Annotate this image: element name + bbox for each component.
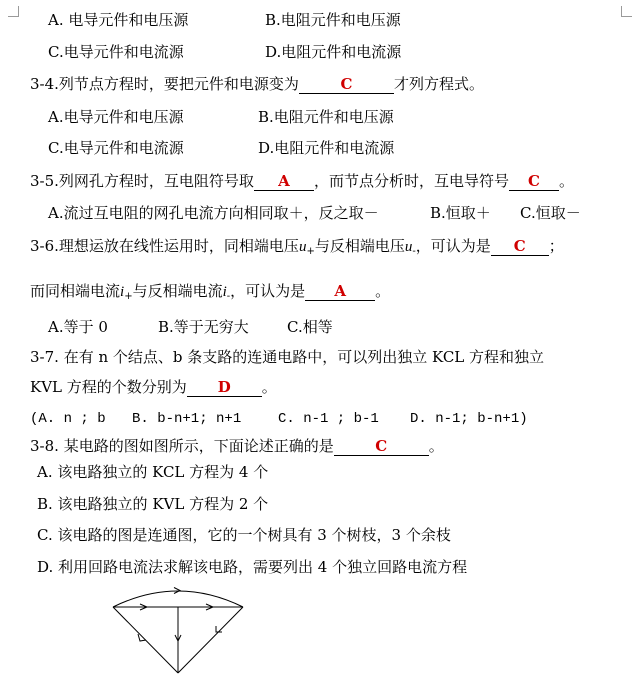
graph-edge-right [178,607,243,673]
graph-arc-top [113,591,243,607]
q3-8-option-d: D. 利用回路电流法求解该电路，需要列出 4 个独立回路电流方程 [37,558,468,576]
q3-6-text-b: 与反相端电压 [314,237,405,255]
q3-4-text-end: 才列方程式。 [393,75,484,93]
page-corner-mark-left [8,6,19,17]
q3-5-answer-blank-1: A [254,172,314,191]
q3-7-answer-blank: D [187,378,262,397]
q3-6-text-2a: 而同相端电流 [30,282,121,300]
q3-3-option-c: C.电导元件和电流源 [48,43,184,61]
q3-6-text: 3-6.理想运放在线性运用时，同相端电压 [30,237,299,255]
question-3-6-line-1 [30,236,564,262]
q3-6-answer-blank-1: C [491,237,549,256]
q3-7-text-end: 。 [261,378,277,396]
symbol-i-minus: i [222,284,227,300]
q3-6-option-b: B.等于无穷大 [158,318,249,336]
q3-7-text: KVL 方程的个数分别为 [30,378,187,396]
q3-8-text-end: 。 [428,437,444,455]
arrow-arc [174,588,180,594]
q3-6-text-2b: 与反相端电流 [132,282,223,300]
q3-5-text: 3-5.列网孔方程时，互电阻符号取 [30,172,254,190]
q3-7-option-d: D. n-1; b-n+1) [410,411,528,427]
q3-7-option-b: B. b-n+1; n+1 [132,411,242,427]
subscript-plus-2: + [124,291,133,302]
q3-3-option-d: D.电阻元件和电流源 [265,43,402,61]
q3-6-text-end-1: ； [548,237,564,255]
q3-5-option-a: A.流过互电阻的网孔电流方向相同取＋，反之取－ [48,204,379,222]
question-3-7-line-2 [30,377,277,397]
q3-5-text-mid: ，而节点分析时，互电导符号 [313,172,509,190]
q3-6-text-c: ，可认为是 [415,237,491,255]
q3-6-text-end-2: 。 [375,282,391,300]
q3-3-option-a: A. 电导元件和电压源 [48,11,189,29]
q3-4-answer-blank: C [299,75,394,94]
q3-8-option-b: B. 该电路独立的 KVL 方程为 2 个 [37,495,269,513]
q3-6-option-a: A.等于 0 [48,318,108,336]
question-3-5 [30,171,574,191]
q3-6-option-c: C.相等 [287,318,333,336]
symbol-i-plus: i [120,284,125,300]
q3-6-text-2c: ，可认为是 [230,282,306,300]
subscript-minus: - [412,246,416,257]
page-corner-mark-right [621,6,632,17]
q3-4-option-c: C.电导元件和电流源 [48,139,184,157]
q3-4-text: 3-4.列节点方程时，要把元件和电源变为 [30,75,299,93]
question-3-4 [30,74,484,94]
q3-8-option-a: A. 该电路独立的 KCL 方程为 4 个 [37,463,269,481]
q3-4-option-a: A.电导元件和电压源 [48,108,184,126]
q3-4-option-d: D.电阻元件和电流源 [258,139,395,157]
q3-5-text-end: 。 [558,172,574,190]
q3-8-option-c: C. 该电路的图是连通图，它的一个树具有 3 个树枝，3 个余枝 [37,526,451,544]
q3-7-option-c: C. n-1 ; b-1 [278,411,379,427]
question-3-8 [30,436,444,456]
question-3-6-line-2 [30,281,390,307]
symbol-u-plus: u [298,239,307,255]
symbol-u-minus: u [404,239,413,255]
arrow-left-edge [138,634,146,641]
q3-3-option-b: B.电阻元件和电压源 [265,11,401,29]
q3-7-option-a: (A. n ; b [30,411,106,427]
question-3-7-line-1: 3-7. 在有 n 个结点、b 条支路的连通电路中，可以列出独立 KCL 方程和独立 [30,348,545,366]
q3-8-answer-blank: C [334,437,429,456]
q3-5-answer-blank-2: C [509,172,559,191]
q3-6-answer-blank-2: A [305,282,375,301]
q3-5-option-c: C.恒取－ [520,204,581,222]
q3-8-text: 3-8. 某电路的图如图所示，下面论述正确的是 [30,437,334,455]
q3-5-option-b: B.恒取＋ [430,204,491,222]
subscript-plus: + [306,246,315,257]
q3-4-option-b: B.电阻元件和电压源 [258,108,394,126]
circuit-graph-figure [105,583,255,677]
subscript-minus-2: - [226,291,231,302]
